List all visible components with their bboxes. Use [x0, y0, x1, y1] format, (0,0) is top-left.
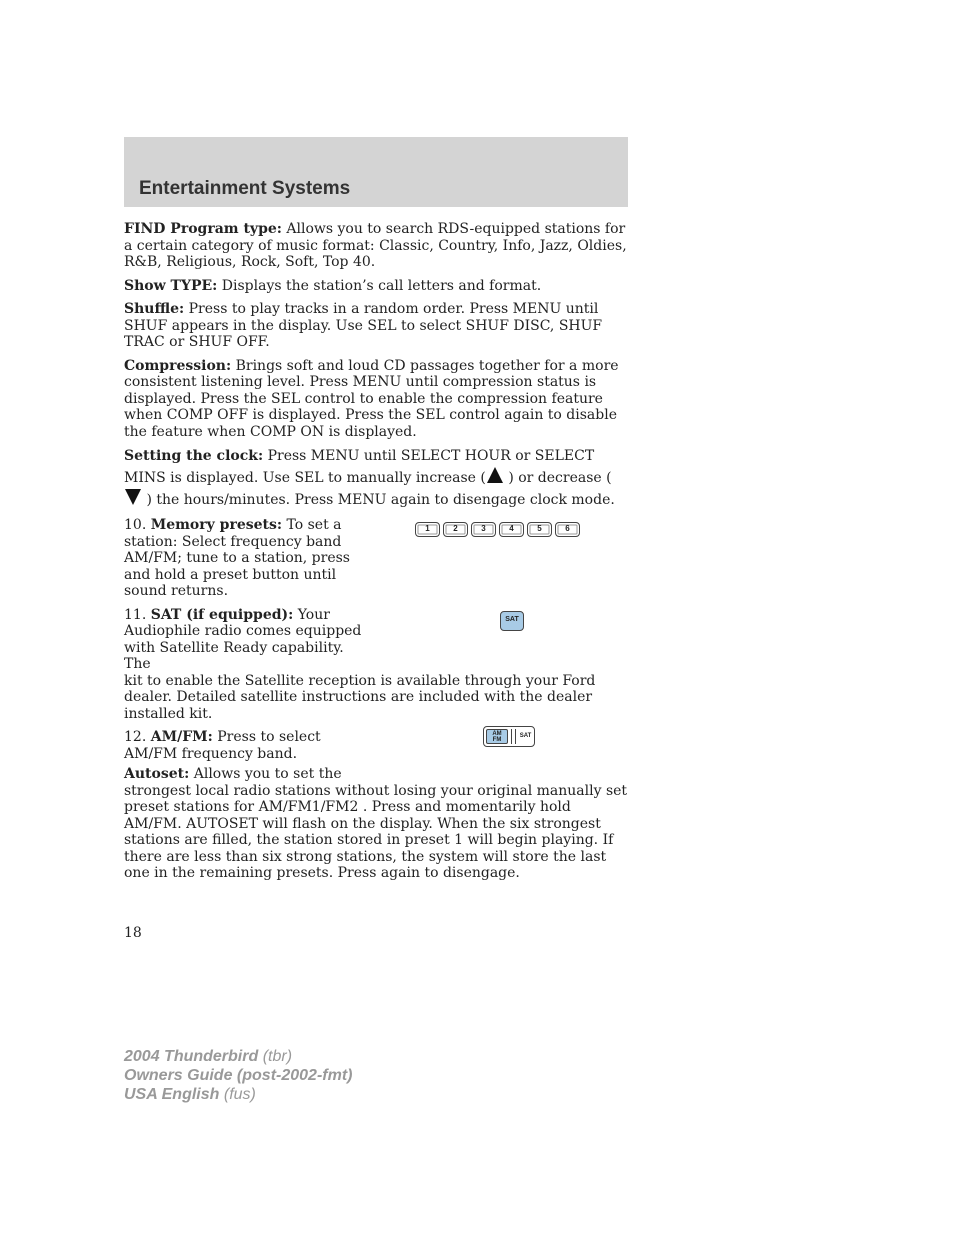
up-arrow-icon [486, 466, 504, 484]
setting-clock-text-3: ) the hours/minutes. Press MENU again to disengage clock mode. [142, 492, 615, 508]
page-number: 18 [124, 925, 142, 941]
footer-line-2 [124, 1066, 352, 1085]
shuffle-text: Press to play tracks in a random order. Press MENU until SHUF appears in the display. Use SEL to select SHUF DISC, SHUF TRAC or SHUF OFF. [124, 301, 603, 350]
section-title: Entertainment Systems [139, 178, 351, 199]
footer-language: USA English [124, 1086, 220, 1103]
compression-text: Brings soft and loud CD passages together for a more consistent listening level. Press MENU until compression status is displayed. Press the SEL control to enable the compression feature when COMP OFF is displayed. Press the SEL control again to disable the feature when COMP ON is displayed. [124, 357, 619, 440]
find-program-type-label: FIND Program type: [124, 221, 282, 237]
preset-button-row [415, 522, 580, 537]
footer-model-code: (tbr) [258, 1048, 293, 1065]
setting-clock-text-2: ) or decrease ( [503, 470, 612, 486]
amfm-section [124, 729, 628, 762]
preset-button-1[interactable]: 1 [415, 522, 440, 537]
preset-button-3[interactable]: 3 [471, 522, 496, 537]
footer-model: 2004 Thunderbird [124, 1048, 259, 1065]
footer-line-1 [124, 1047, 352, 1066]
memory-presets-section [124, 517, 628, 600]
memory-presets-number: 10. [124, 517, 151, 533]
preset-button-2[interactable]: 2 [443, 522, 468, 537]
shuffle-paragraph [124, 301, 628, 351]
am-label: AM [492, 730, 502, 737]
amfm-number: 12. [124, 729, 151, 745]
sat-text-1: Your Audiophile radio comes equipped with Satellite Ready capability. The [124, 606, 362, 672]
am-fm-button[interactable] [486, 729, 508, 744]
setting-clock-text-1: Press MENU until SELECT HOUR or SELECT MINS is displayed. Use SEL to manually increase ( [124, 448, 595, 486]
autoset-label: Autoset: [124, 766, 190, 782]
sat-section [124, 607, 628, 723]
find-program-type-text: Allows you to search RDS-equipped stations for a certain category of music format: Classic, Country, Info, Jazz, Oldies, R&B, Religious, Rock, Soft, Top 40. [124, 221, 627, 270]
preset-button-5[interactable]: 5 [527, 522, 552, 537]
setting-clock-paragraph [124, 447, 628, 510]
amfm-label: AM/FM: [150, 729, 213, 745]
show-type-text: Displays the station’s call letters and format. [217, 277, 542, 294]
down-arrow-icon [124, 488, 142, 506]
button-divider [511, 729, 516, 744]
setting-clock-label: Setting the clock: [124, 448, 264, 464]
footer-guide: Owners Guide (post-2002-fmt) [124, 1067, 353, 1084]
find-program-type-paragraph [124, 221, 628, 271]
memory-presets-label: Memory presets: [150, 517, 283, 533]
sat-number: 11. [124, 606, 151, 623]
manual-content [124, 221, 628, 889]
sat-paragraph-1 [124, 607, 374, 673]
amfm-sat-button-group [483, 726, 535, 747]
document-footer [124, 1047, 352, 1104]
memory-presets-paragraph [124, 517, 374, 600]
preset-button-6[interactable]: 6 [555, 522, 580, 537]
footer-language-code: (fus) [219, 1086, 256, 1103]
show-type-label: Show TYPE: [124, 277, 218, 294]
autoset-paragraph [124, 766, 628, 882]
autoset-text-2: strongest local radio stations without losing your original manually set preset stations for AM/FM1/FM2 . Press and momentarily hold AM/FM. AUTOSET will flash on the display. When the six strongest stations are filled, the station stored in preset 1 will begin playing. If there are less than six strong stations, the system will store the last one in the remaining presets. Press again to disengage. [124, 782, 628, 881]
shuffle-label: Shuffle: [124, 301, 185, 317]
sat-paragraph-2: kit to enable the Satellite reception is available through your Ford dealer. Detailed satellite instructions are included with the dealer installed kit. [124, 672, 596, 722]
autoset-text-1: Allows you to set the [189, 766, 342, 782]
sat-small-button[interactable]: SAT [519, 733, 532, 740]
amfm-text: Press to select AM/FM frequency band. [124, 729, 321, 762]
compression-paragraph [124, 358, 628, 441]
show-type-paragraph [124, 278, 628, 295]
section-header-band [124, 137, 628, 207]
sat-label: SAT (if equipped): [150, 606, 294, 623]
fm-label: FM [492, 736, 502, 743]
amfm-paragraph [124, 729, 374, 762]
compression-label: Compression: [124, 357, 232, 374]
preset-button-4[interactable]: 4 [499, 522, 524, 537]
memory-presets-text: To set a station: Select frequency band AM/FM; tune to a station, press and hold a preset button until sound returns. [124, 517, 350, 599]
footer-line-3 [124, 1085, 352, 1104]
sat-button[interactable]: SAT [500, 611, 524, 631]
